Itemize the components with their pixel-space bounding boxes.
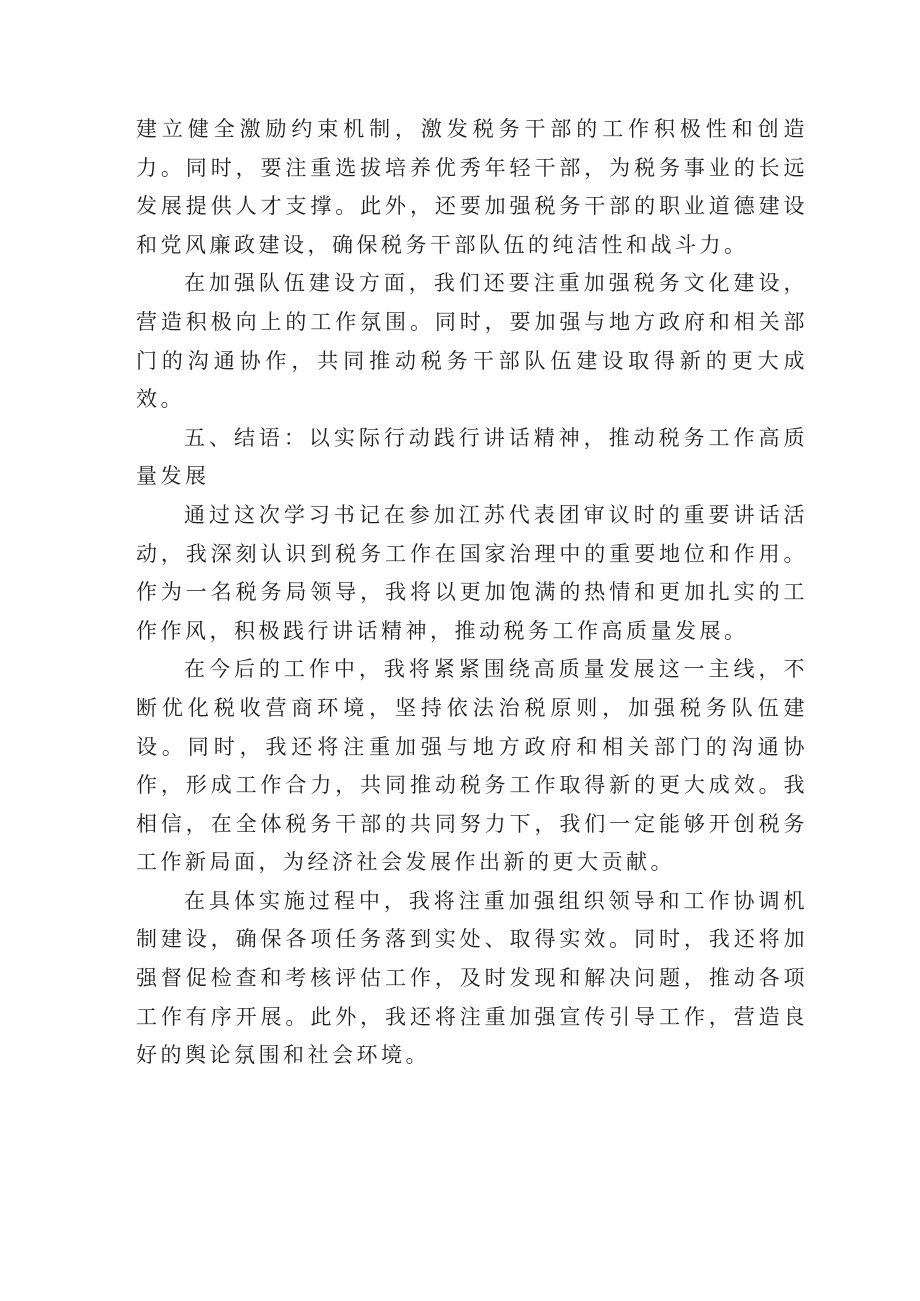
paragraph-implementation: 在具体实施过程中，我将注重加强组织领导和工作协调机制建设，确保各项任务落到实处、取得实效。同时，我还将加强督促检查和考核评估工作，及时发现和解决问题，推动各项工作有序开展。此外，我还将注重加强宣传引导工作，营造良好的舆论氛围和社会环境。 [136, 888, 808, 1068]
paragraph-continued: 建立健全激励约束机制，激发税务干部的工作积极性和创造力。同时，要注重选拔培养优秀年轻干部，为税务事业的长远发展提供人才支撑。此外，还要加强税务干部的职业道德建设和党风廉政建设，确保税务干部队伍的纯洁性和战斗力。 [136, 117, 808, 257]
document-body [136, 110, 808, 1075]
paragraph-team-building: 在加强队伍建设方面，我们还要注重加强税务文化建设，营造积极向上的工作氛围。同时，要加强与地方政府和相关部门的沟通协作，共同推动税务干部队伍建设取得新的更大成效。 [136, 271, 808, 412]
paragraph-future-work: 在今后的工作中，我将紧紧围绕高质量发展这一主线，不断优化税收营商环境，坚持依法治税原则，加强税务队伍建设。同时，我还将注重加强与地方政府和相关部门的沟通协作，形成工作合力，共同推动税务工作取得新的更大成效。我相信，在全体税务干部的共同努力下，我们一定能够开创税务工作新局面，为经济社会发展作出新的更大贡献。 [136, 657, 808, 875]
paragraph-study-reflection: 通过这次学习书记在参加江苏代表团审议时的重要讲话活动，我深刻认识到税务工作在国家治理中的重要地位和作用。作为一名税务局领导，我将以更加饱满的热情和更加扎实的工作作风，积极践行讲话精神，推动税务工作高质量发展。 [136, 502, 808, 643]
section-heading-conclusion: 五、结语：以实际行动践行讲话精神，推动税务工作高质量发展 [136, 425, 808, 489]
